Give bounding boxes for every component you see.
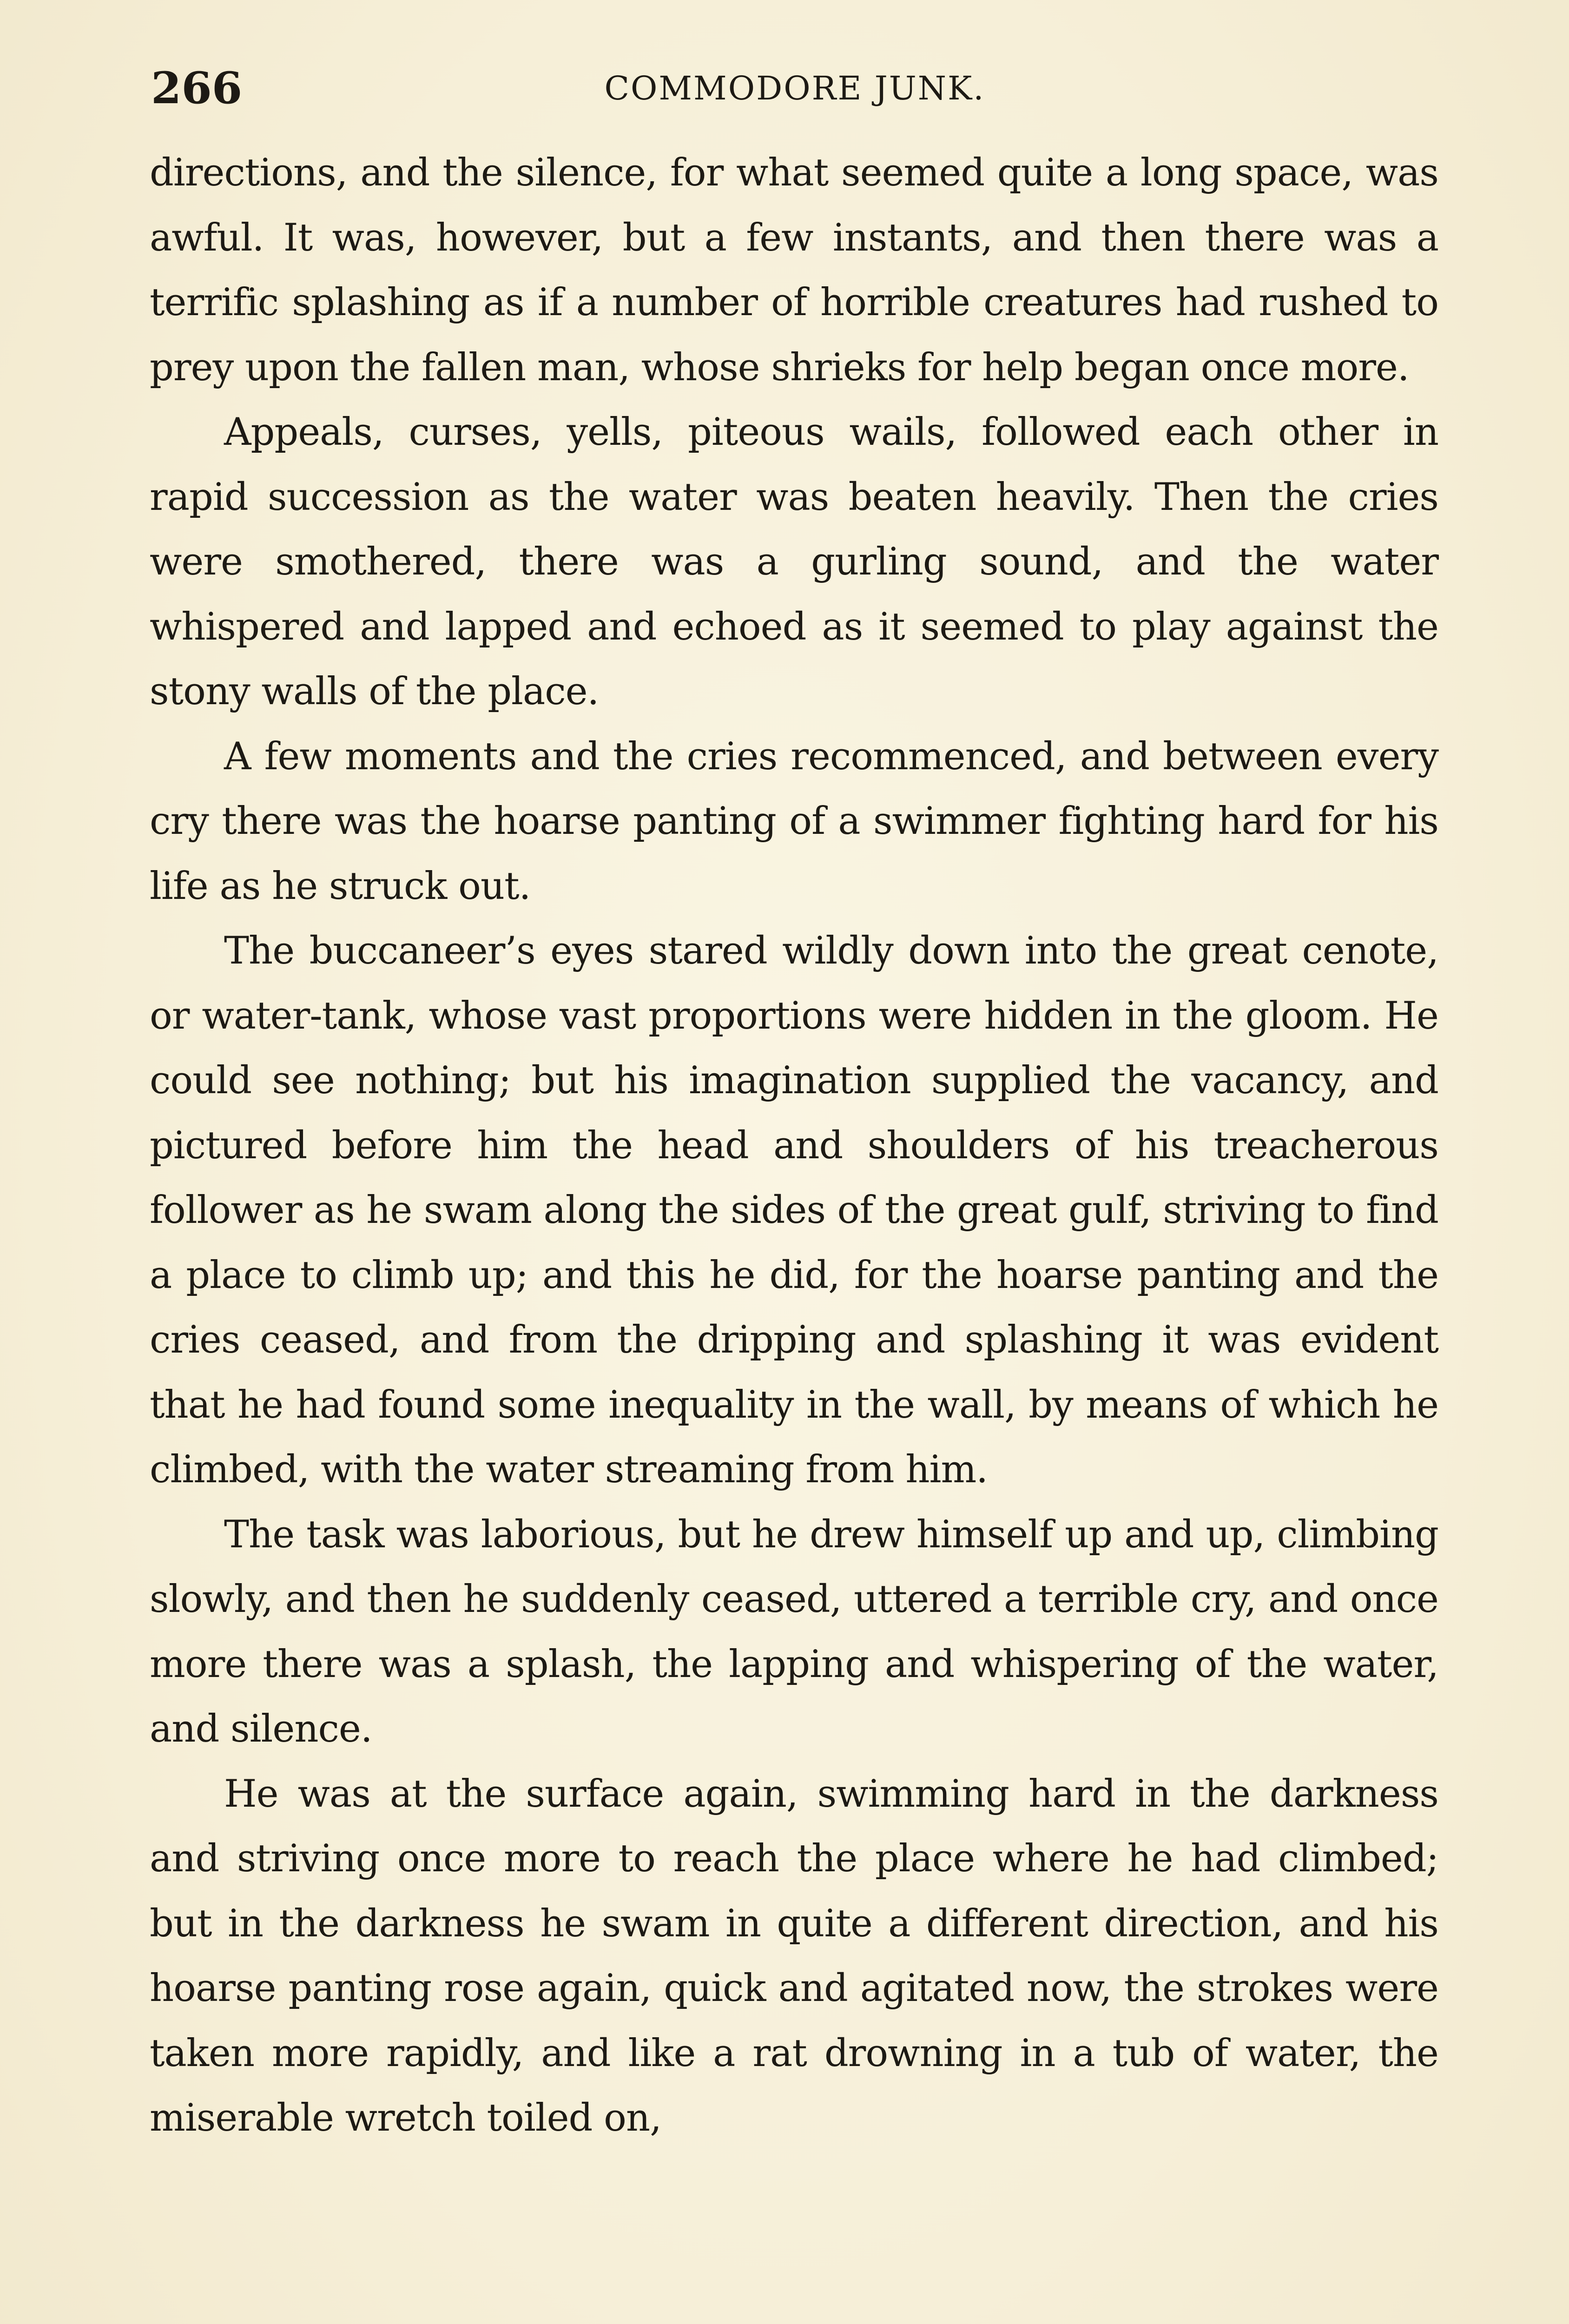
page-header — [151, 53, 1438, 123]
page-number: 266 — [151, 63, 243, 114]
paragraph-3: A few moments and the cries recommenced, and between every cry there was the hoarse panting of a swimmer fighting hard for his life as he struck out. — [150, 734, 1438, 908]
paragraph-2: Appeals, curses, yells, piteous wails, followed each other in rapid succession as the water was beaten heavily. Then the cries were smothered, there was a gurling sound, and the water whispered and lapped and echoed as it seemed to play against the stony walls of the place. — [150, 410, 1438, 713]
body-text — [150, 141, 1438, 2151]
running-head: COMMODORE JUNK. — [604, 69, 985, 107]
paragraph-6: He was at the surface again, swimming hard in the darkness and striving once more to reach the place where he had climbed; but in the darkness he swam in quite a different direction, and his hoarse panting rose again, quick and agitated now, the strokes were taken more rapidly, and like a rat drowning in a tub of water, the miserable wretch toiled on, — [150, 1772, 1438, 2140]
paragraph-4: The buccaneer’s eyes stared wildly down into the great cenote, or water-tank, whose vast proportions were hidden in the gloom. He could see nothing; but his imagination supplied the vacancy, and pictured before him the head and shoulders of his treacherous follower as he swam along the sides of the great gulf, striving to find a place to climb up; and this he did, for the hoarse panting and the cries ceased, and from the dripping and splashing it was evident that he had found some inequality in the wall, by means of which he climbed, with the water streaming from him. — [150, 929, 1438, 1492]
paragraph-1: directions, and the silence, for what seemed quite a long space, was awful. It was, however, but a few instants, and then there was a terrific splashing as if a number of horrible creatures had rushed to prey upon the fallen man, whose shrieks for help began once more. — [150, 151, 1438, 390]
paragraph-5: The task was laborious, but he drew himself up and up, climbing slowly, and then he suddenly ceased, uttered a terrible cry, and once more there was a splash, the lapping and whispering of the water, and silence. — [150, 1512, 1438, 1751]
